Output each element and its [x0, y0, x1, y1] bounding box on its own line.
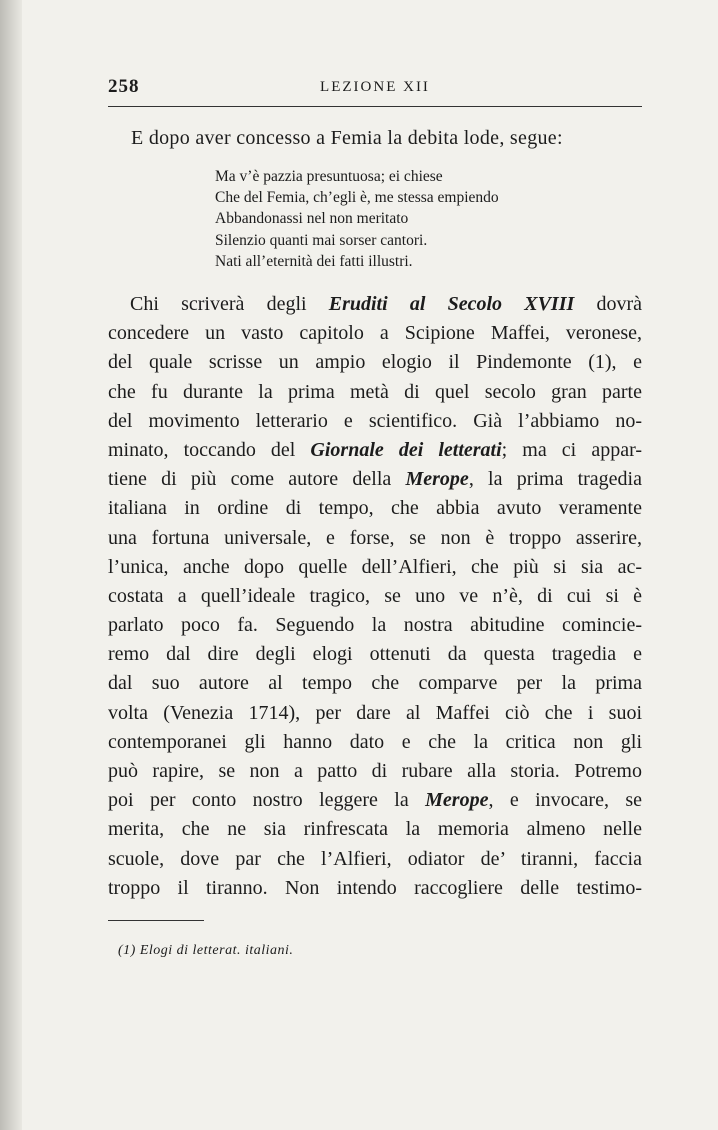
text-run: ; ma ci appar- — [501, 438, 642, 461]
text-line: concedere un vasto capitolo a Scipione Maffei, veronese, — [108, 322, 642, 345]
body-paragraph — [108, 290, 642, 903]
text-line: remo dal dire degli elogi ottenuti da questa tragedia e — [108, 643, 642, 666]
text-run: poi per conto nostro leggere la — [108, 789, 426, 812]
text-run: tiene di più come autore della — [108, 468, 406, 491]
text-line: contemporanei gli hanno dato e che la critica non gli — [108, 730, 642, 753]
text-run: minato, toccando del — [108, 438, 311, 461]
footnote-rule — [108, 920, 204, 921]
page-number: 258 — [108, 76, 140, 97]
journal-title: Giornale dei letterati — [310, 438, 502, 461]
text-line: parlato poco fa. Seguendo la nostra abitudine comincie- — [108, 614, 642, 637]
text-line: italiana in ordine di tempo, che abbia avuto veramente — [108, 497, 642, 520]
poem-line: Nati all’eternità dei fatti illustri. — [215, 252, 413, 270]
intro-line: E dopo aver concesso a Femia la debita lode, segue: — [131, 127, 563, 149]
text-line: l’unica, anche dopo quelle dell’Alfieri, che più si sia ac- — [108, 555, 642, 578]
text-line: può rapire, se non a patto di rubare alla storia. Potremo — [108, 760, 642, 782]
text-run: dovrà — [574, 293, 642, 315]
work-title: Merope — [425, 789, 489, 812]
footnote: (1) Elogi di letterat. italiani. — [118, 943, 294, 958]
text-line: merita, che ne sia rinfrescata la memoria almeno nelle — [108, 818, 642, 841]
poem-line: Ma v’è pazzia presuntuosa; ei chiese — [215, 168, 443, 185]
poem-line: Che del Femia, ch’egli è, me stessa empiendo — [215, 189, 499, 207]
poem-line: Abbandonassi nel non meritato — [215, 210, 409, 228]
page-header — [108, 76, 642, 100]
text-run: Chi scriverà degli — [130, 293, 329, 315]
text-run: , e invocare, se — [488, 789, 642, 812]
text-line: costata a quell’ideale tragico, se uno ve n’è, di cui si è — [108, 584, 642, 607]
text-run: , la prima tragedia — [468, 468, 642, 491]
text-line — [108, 436, 642, 465]
text-line: del quale scrisse un ampio elogio il Pindemonte (1), e — [108, 351, 642, 374]
text-line: dal suo autore al tempo che comparve per la prima — [108, 672, 642, 695]
text-line — [108, 290, 642, 319]
text-line: che fu durante la prima metà di quel secolo gran parte — [108, 380, 642, 403]
page-gutter-shadow — [0, 0, 22, 1130]
running-title: LEZIONE XII — [320, 79, 430, 95]
text-line: del movimento letterario e scientifico. Già l’abbiamo no- — [108, 409, 642, 432]
text-line — [108, 465, 642, 494]
header-rule — [108, 106, 642, 107]
poem-line: Silenzio quanti mai sorser cantori. — [215, 231, 428, 249]
poem-quotation — [215, 166, 615, 272]
text-line: una fortuna universale, e forse, se non è troppo asserire, — [108, 526, 642, 549]
text-line: volta (Venezia 1714), per dare al Maffei ciò che i suoi — [108, 701, 642, 724]
text-line: troppo il tiranno. Non intendo raccogliere delle testimo- — [108, 876, 642, 899]
work-title: Merope — [405, 468, 469, 491]
book-title: Eruditi al Secolo XVIII — [328, 293, 575, 315]
text-line — [108, 786, 642, 815]
text-line: scuole, dove par che l’Alfieri, odiator de’ tiranni, faccia — [108, 847, 642, 870]
